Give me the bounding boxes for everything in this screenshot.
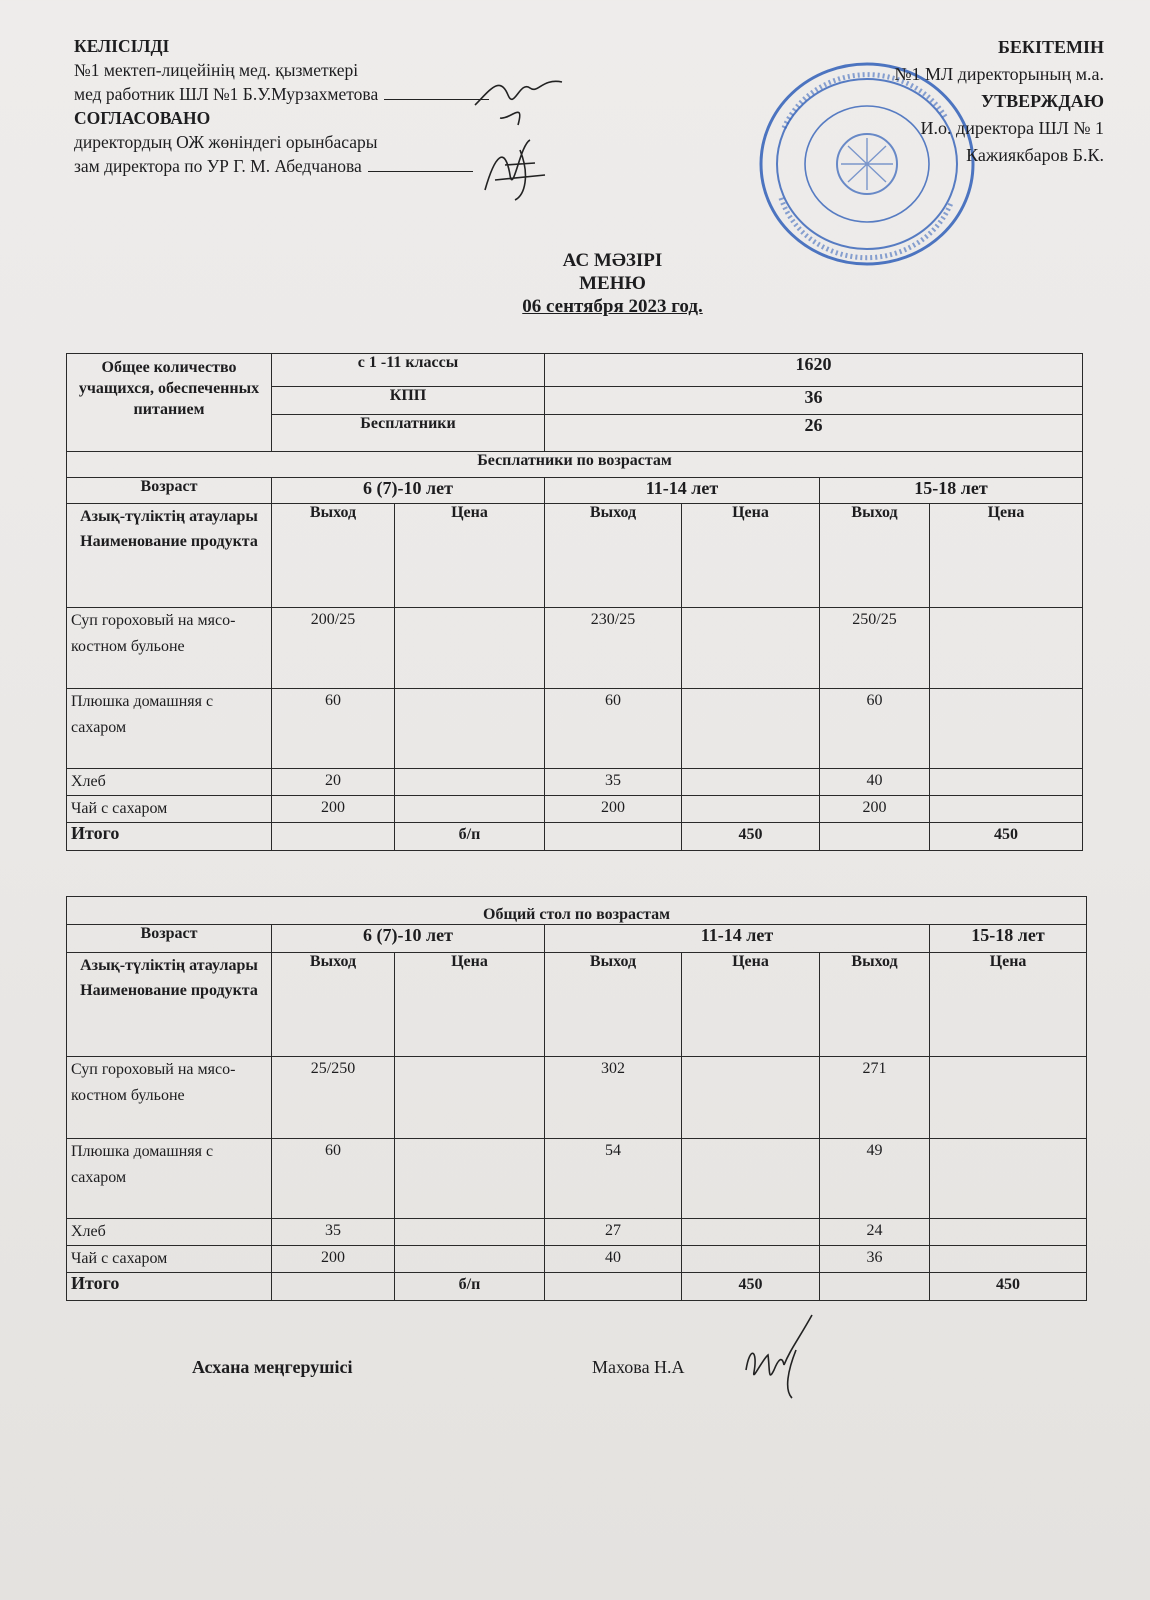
director-name: Кажиякбаров Б.К. xyxy=(966,145,1104,165)
portion-value: 49 xyxy=(820,1139,930,1219)
menu-title xyxy=(0,249,1150,318)
portion-value: 60 xyxy=(272,689,395,769)
table-row xyxy=(67,608,1083,689)
summary-row-name: с 1 -11 классы xyxy=(272,354,545,387)
product-name: Суп гороховый на мясо-костном бульоне xyxy=(67,608,272,689)
portion-value: 302 xyxy=(545,1057,682,1139)
price-header: Цена xyxy=(930,953,1087,1057)
title-kz: АС МӘЗІРІ xyxy=(562,250,663,271)
table-row xyxy=(67,1057,1087,1139)
med-worker-line2: мед работник ШЛ №1 Б.У.Мурзахметова xyxy=(74,84,379,104)
age-group: 15-18 лет xyxy=(820,478,1083,504)
age-label: Возраст xyxy=(67,925,272,953)
canteen-head-name: Махова Н.А xyxy=(592,1357,685,1377)
out-header: Выход xyxy=(820,953,930,1057)
med-worker-line1: №1 мектеп-лицейінің мед. қызметкері xyxy=(74,60,359,80)
portion-value: 60 xyxy=(272,1139,395,1219)
canteen-head-label: Асхана меңгерушісі xyxy=(192,1357,353,1377)
portion-value: 24 xyxy=(820,1219,930,1246)
portion-value: 35 xyxy=(545,769,682,796)
summary-row-value: 36 xyxy=(545,387,1083,415)
age-group: 11-14 лет xyxy=(545,478,820,504)
director-line2: И.о. директора ШЛ № 1 xyxy=(920,118,1104,138)
signature-deputy xyxy=(475,135,555,205)
portion-value: 250/25 xyxy=(820,608,930,689)
table-row xyxy=(67,1246,1087,1273)
product-name: Суп гороховый на мясо-костном бульоне xyxy=(67,1057,272,1139)
portion-value: 60 xyxy=(545,689,682,769)
table-row xyxy=(67,689,1083,769)
portion-value: 200 xyxy=(545,796,682,823)
age-group: 11-14 лет xyxy=(545,925,930,953)
approval-block-left xyxy=(74,34,489,178)
product-name: Хлеб xyxy=(67,769,272,796)
deputy-line2: зам директора по УР Г. М. Абедчанова xyxy=(74,156,362,176)
director-line1: №1 МЛ директорының м.а. xyxy=(894,64,1104,84)
total-price: 450 xyxy=(682,823,820,851)
deputy-line1: директордың ОЖ жөніндегі орынбасары xyxy=(74,132,378,152)
free-table-title: Бесплатники по возрастам xyxy=(67,452,1083,478)
approve-ru: УТВЕРЖДАЮ xyxy=(980,91,1104,111)
table-row xyxy=(67,1139,1087,1219)
free-meals-table xyxy=(66,353,1083,851)
general-meals-table xyxy=(66,896,1087,1301)
portion-value: 200 xyxy=(272,796,395,823)
age-group: 6 (7)-10 лет xyxy=(272,478,545,504)
product-name: Плюшка домашняя с сахаром xyxy=(67,689,272,769)
total-row xyxy=(67,1273,1087,1301)
portion-value: 200 xyxy=(272,1246,395,1273)
table-row xyxy=(67,1219,1087,1246)
total-price: 450 xyxy=(682,1273,820,1301)
price-header: Цена xyxy=(682,504,820,608)
summary-row-value: 1620 xyxy=(545,354,1083,387)
summary-row-name: Бесплатники xyxy=(272,415,545,452)
signature-canteen-head xyxy=(740,1310,830,1405)
out-header: Выход xyxy=(272,953,395,1057)
total-price: б/п xyxy=(395,1273,545,1301)
age-label: Возраст xyxy=(67,478,272,504)
summary-row-name: КПП xyxy=(272,387,545,415)
signature-line xyxy=(368,155,473,172)
age-group: 6 (7)-10 лет xyxy=(272,925,545,953)
table-row xyxy=(67,796,1083,823)
total-price: б/п xyxy=(395,823,545,851)
total-label: Итого xyxy=(67,823,272,851)
table-row xyxy=(67,769,1083,796)
summary-row-value: 26 xyxy=(545,415,1083,452)
portion-value: 20 xyxy=(272,769,395,796)
out-header: Выход xyxy=(545,953,682,1057)
total-label: Итого xyxy=(67,1273,272,1301)
portion-value: 25/250 xyxy=(272,1057,395,1139)
portion-value: 60 xyxy=(820,689,930,769)
agreed-ru: СОГЛАСОВАНО xyxy=(74,108,211,128)
total-row xyxy=(67,823,1083,851)
out-header: Выход xyxy=(272,504,395,608)
students-total-label: Общее количество учащихся, обеспеченных питанием xyxy=(67,354,272,452)
portion-value: 35 xyxy=(272,1219,395,1246)
portion-value: 230/25 xyxy=(545,608,682,689)
approval-block-right xyxy=(894,34,1104,169)
price-header: Цена xyxy=(395,504,545,608)
price-header: Цена xyxy=(682,953,820,1057)
title-ru: МЕНЮ xyxy=(579,273,646,294)
price-header: Цена xyxy=(395,953,545,1057)
menu-date: 06 сентября 2023 год. xyxy=(522,296,703,317)
age-group: 15-18 лет xyxy=(930,925,1087,953)
portion-value: 200/25 xyxy=(272,608,395,689)
approve-kz: БЕКІТЕМІН xyxy=(998,37,1104,57)
total-price: 450 xyxy=(930,1273,1087,1301)
signature-med xyxy=(470,70,570,130)
out-header: Выход xyxy=(820,504,930,608)
product-header: Азық-түліктің атаулары Наименование продукта xyxy=(67,953,272,1057)
product-name: Хлеб xyxy=(67,1219,272,1246)
agreed-kz: КЕЛІСІЛДІ xyxy=(74,36,170,56)
product-name: Плюшка домашняя с сахаром xyxy=(67,1139,272,1219)
out-header: Выход xyxy=(545,504,682,608)
price-header: Цена xyxy=(930,504,1083,608)
portion-value: 36 xyxy=(820,1246,930,1273)
total-price: 450 xyxy=(930,823,1083,851)
product-name: Чай с сахаром xyxy=(67,1246,272,1273)
portion-value: 54 xyxy=(545,1139,682,1219)
product-name: Чай с сахаром xyxy=(67,796,272,823)
portion-value: 200 xyxy=(820,796,930,823)
portion-value: 27 xyxy=(545,1219,682,1246)
portion-value: 40 xyxy=(545,1246,682,1273)
portion-value: 271 xyxy=(820,1057,930,1139)
general-table-title: Общий стол по возрастам xyxy=(67,897,1087,925)
portion-value: 40 xyxy=(820,769,930,796)
product-header: Азық-түліктің атаулары Наименование продукта xyxy=(67,504,272,608)
